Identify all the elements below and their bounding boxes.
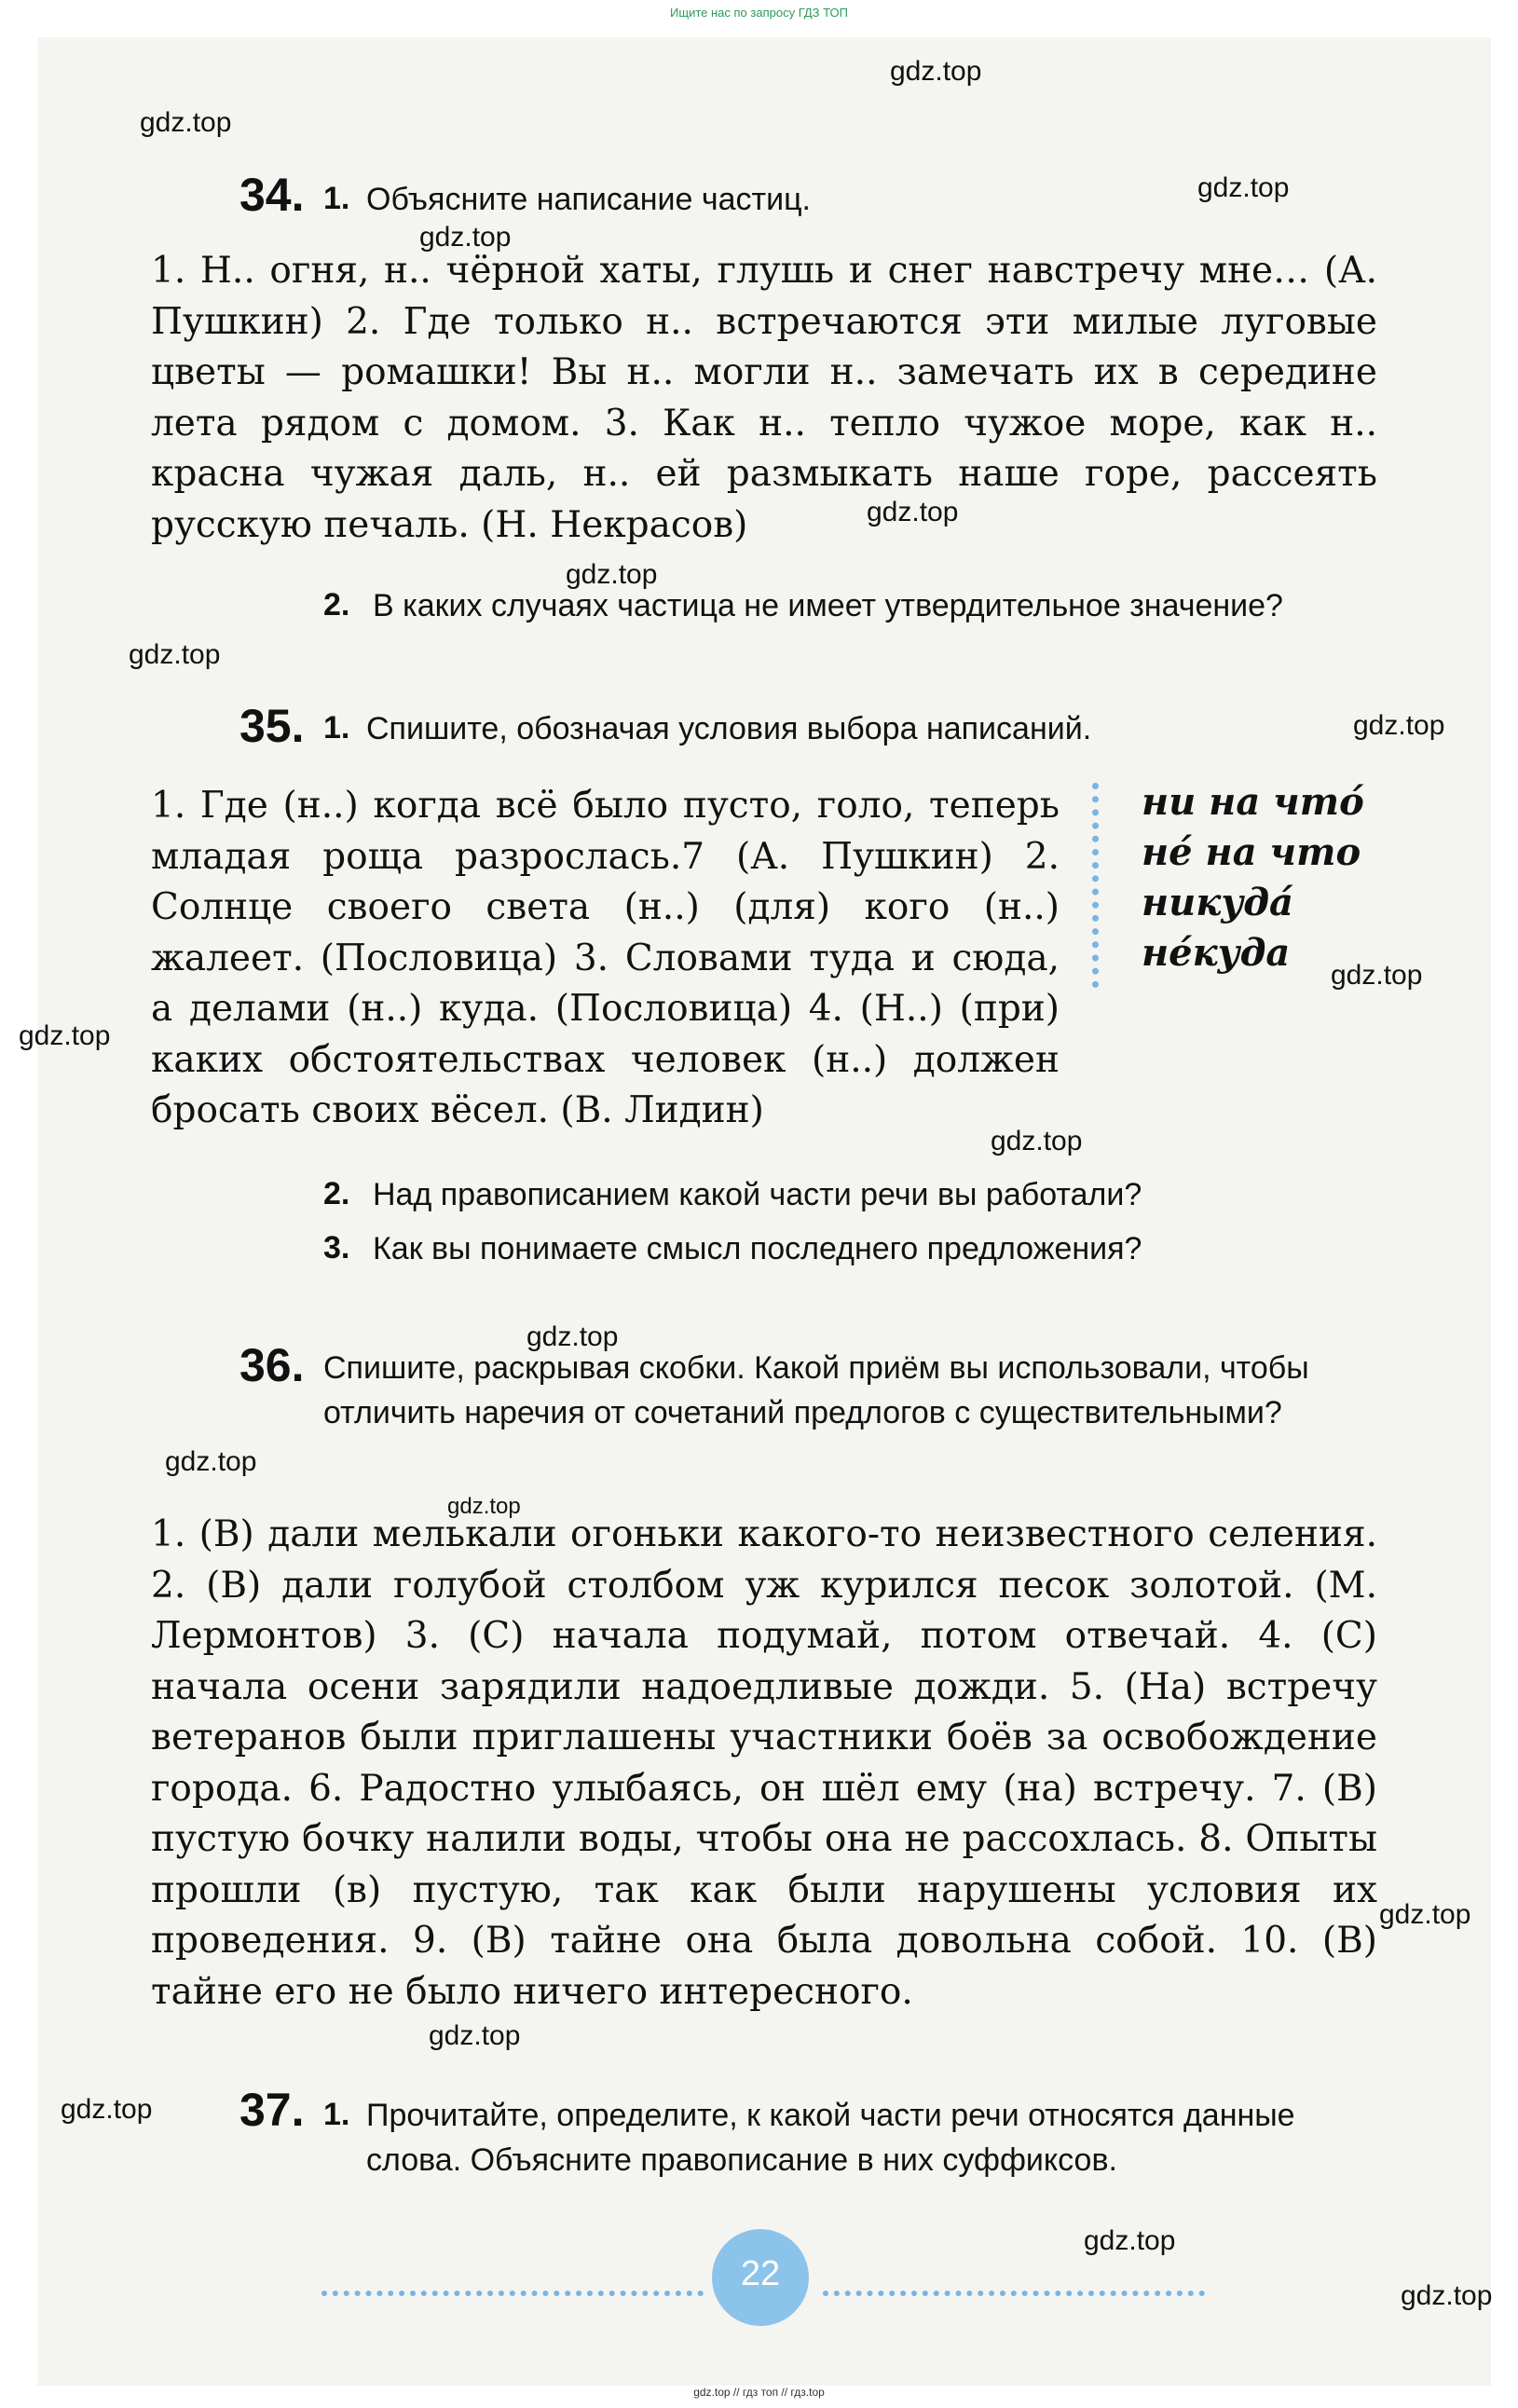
ex35-task1-number: 1. <box>323 710 350 746</box>
page-number-badge: 22 <box>712 2229 809 2326</box>
watermark: gdz.top <box>429 2020 521 2051</box>
ex34-task2-number: 2. <box>323 587 350 623</box>
ex35-text-top <box>151 781 1060 1137</box>
ex35-task2: Над правописанием какой части речи вы работали? <box>373 1177 1142 1212</box>
watermark: gdz.top <box>867 497 959 527</box>
side-divider <box>1092 783 1099 988</box>
watermark: gdz.top <box>1401 2280 1493 2311</box>
watermark: gdz.top <box>890 56 982 87</box>
watermark: gdz.top <box>991 1126 1083 1156</box>
watermark: gdz.top <box>419 222 512 253</box>
watermark: gdz.top <box>1379 1899 1471 1930</box>
watermark: gdz.top <box>1353 710 1445 741</box>
ex35-task3-number: 3. <box>323 1230 350 1266</box>
ex34-task1-number: 1. <box>323 181 350 216</box>
exercise-34-number: 34. <box>239 169 305 221</box>
ex35-task1: Спишите, обозначая условия выбора написаний. <box>366 711 1092 746</box>
watermark: gdz.top <box>61 2094 153 2125</box>
ex34-text: 1. Н.. огня, н.. чёрной хаты, глушь и снег навстречу мне… (А. Пушкин) 2. Где только н.. встречаются эти милые луговые цветы — ромашки! Вы н.. могли н.. замечать их в середине лета рядом с домом. 3. Как н.. тепло чужое море, как н.. красна чужая даль, н.. ей размыкать наше горе, рассеять русскую печаль. (Н. Некрасов) <box>151 250 1377 546</box>
ex35-task2-number: 2. <box>323 1176 350 1211</box>
footer-dots-right <box>823 2291 1205 2296</box>
watermark: gdz.top <box>566 559 658 590</box>
ex34-task1: Объясните написание частиц. <box>366 182 811 217</box>
watermark: gdz.top <box>527 1321 619 1352</box>
ex35-side-word-2: не́ на что <box>1142 830 1361 874</box>
ex35-task3: Как вы понимаете смысл последнего предложения? <box>373 1231 1142 1266</box>
watermark: gdz.top <box>1084 2225 1176 2256</box>
ex35-text: 1. Где (н..) когда всё было пусто, голо, теперь младая роща разрослась.7 (А. Пушкин) 2. Солнце своего света (н..) (для) кого (н..) жалеет. (Пословица) 3. Словами туда и сюда, а делами (н..) куда. (Пословица) 4. (Н..) (при) каких обстоятельствах человек (н..) должен бросать своих вёсел. (В. Лидин) <box>151 785 1060 1131</box>
watermark: gdz.top <box>1197 172 1290 203</box>
ex34-task2: В каких случаях частица не имеет утвердительное значение? <box>373 588 1283 623</box>
watermark: gdz.top <box>447 1494 521 1519</box>
ex35-side-word-1: ни на что́ <box>1142 780 1364 824</box>
watermark: gdz.top <box>19 1020 111 1051</box>
exercise-37-number: 37. <box>239 2084 305 2136</box>
top-notice: Ищите нас по запросу ГДЗ ТОП <box>670 6 848 20</box>
ex35-side-word-3: никуда́ <box>1142 881 1293 924</box>
ex37-task1: Прочитайте, определите, к какой части речи относятся данные слова. Объясните правописание в них суффиксов. <box>366 2098 1295 2178</box>
ex37-task1-number: 1. <box>323 2097 350 2132</box>
watermark: gdz.top <box>1331 960 1423 991</box>
footer-dots-left <box>321 2291 704 2296</box>
ex36-text: 1. (В) дали мелькали огоньки какого-то неизвестного селения. 2. (В) дали голубой столбом уж курился песок золотой. (М. Лермонтов) 3. (С) начала подумай, потом отвечай. 4. (С) начала осени зарядили надоедливые дожди. 5. (На) встречу ветеранов были приглашены участники боёв за освобождение города. 6. Радостно улыбаясь, он шёл ему (на) встречу. 7. (В) пустую бочку налили воды, чтобы она не рассохлась. 8. Опыты прошли (в) пустую, так как были нарушены условия их проведения. 9. (В) тайне она была довольна собой. 10. (В) тайне его не было ничего интересного. <box>151 1513 1377 2013</box>
ex36-task: Спишите, раскрывая скобки. Какой приём вы использовали, чтобы отличить наречия от сочетаний предлогов с существительными? <box>323 1350 1309 1430</box>
ex35-side-word-4: не́куда <box>1142 931 1291 975</box>
exercise-35-number: 35. <box>239 700 305 752</box>
watermark: gdz.top <box>165 1446 257 1477</box>
watermark: gdz.top <box>140 107 232 138</box>
bottom-notice: gdz.top // гдз топ // гдз.top <box>693 2386 825 2399</box>
exercise-36-number: 36. <box>239 1339 305 1391</box>
watermark: gdz.top <box>129 639 221 670</box>
